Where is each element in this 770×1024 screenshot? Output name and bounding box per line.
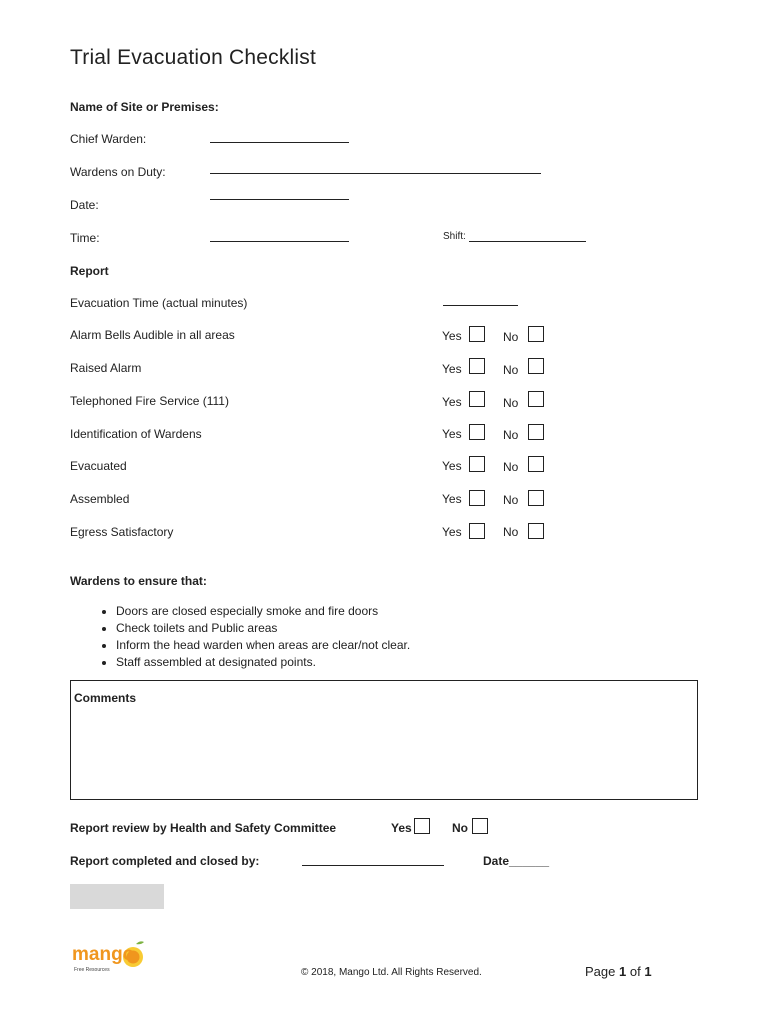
yes-label: Yes <box>442 329 462 343</box>
no-checkbox[interactable] <box>528 424 544 440</box>
no-label: No <box>503 428 519 442</box>
wardens-on-duty-line[interactable] <box>210 173 541 174</box>
no-label: No <box>503 363 519 377</box>
date-label: Date: <box>70 198 99 212</box>
list-item: • Staff assembled at designated points. <box>116 654 410 671</box>
shift-line[interactable] <box>469 241 586 242</box>
page-number <box>585 964 652 979</box>
yes-checkbox[interactable] <box>469 326 485 342</box>
no-checkbox[interactable] <box>528 523 544 539</box>
review-label: Report review by Health and Safety Committee <box>70 821 337 835</box>
closed-by-line[interactable] <box>302 865 444 866</box>
wardens-heading: Wardens to ensure that: <box>70 574 207 588</box>
yes-checkbox[interactable] <box>469 358 485 374</box>
no-checkbox[interactable] <box>528 456 544 472</box>
grey-block <box>70 884 164 909</box>
of-word: of <box>629 964 641 979</box>
yes-checkbox[interactable] <box>469 490 485 506</box>
evacuation-time-line[interactable] <box>443 305 518 306</box>
closed-date-label: Date______ <box>483 854 550 868</box>
report-item-label: Assembled <box>70 492 130 506</box>
no-label: No <box>503 493 519 507</box>
site-label: Name of Site or Premises: <box>70 100 219 114</box>
copyright: © 2018, Mango Ltd. All Rights Reserved. <box>301 967 482 978</box>
wardens-bullet-list <box>92 603 410 671</box>
date-line[interactable] <box>210 199 349 200</box>
review-yes-label: Yes <box>391 821 412 835</box>
no-label: No <box>503 330 519 344</box>
page-current: 1 <box>619 964 627 979</box>
yes-label: Yes <box>442 362 462 376</box>
closed-by-label: Report completed and closed by: <box>70 854 260 868</box>
no-label: No <box>503 460 519 474</box>
list-item: • Doors are closed especially smoke and fire doors <box>116 603 410 620</box>
list-item: • Inform the head warden when areas are clear/not clear. <box>116 637 410 654</box>
shift-label: Shift: <box>443 231 466 242</box>
report-item-label: Raised Alarm <box>70 361 142 375</box>
no-checkbox[interactable] <box>528 358 544 374</box>
no-label: No <box>503 525 519 539</box>
yes-checkbox[interactable] <box>469 391 485 407</box>
review-no-checkbox[interactable] <box>472 818 488 834</box>
no-label: No <box>503 396 519 410</box>
mango-logo-icon <box>72 938 162 978</box>
no-checkbox[interactable] <box>528 490 544 506</box>
no-checkbox[interactable] <box>528 391 544 407</box>
evacuation-time-label: Evacuation Time (actual minutes) <box>70 296 248 310</box>
time-line[interactable] <box>210 241 349 242</box>
wardens-on-duty-label: Wardens on Duty: <box>70 165 166 179</box>
comments-box[interactable] <box>70 680 698 800</box>
page-total: 1 <box>644 964 652 979</box>
yes-label: Yes <box>442 525 462 539</box>
review-yes-checkbox[interactable] <box>414 818 430 834</box>
time-label: Time: <box>70 231 100 245</box>
report-item-label: Identification of Wardens <box>70 427 202 441</box>
yes-label: Yes <box>442 459 462 473</box>
yes-checkbox[interactable] <box>469 424 485 440</box>
no-checkbox[interactable] <box>528 326 544 342</box>
review-no-label: No <box>452 821 468 835</box>
logo-sub-text: Free Resources <box>74 967 110 973</box>
report-item-label: Egress Satisfactory <box>70 525 174 539</box>
yes-label: Yes <box>442 395 462 409</box>
yes-checkbox[interactable] <box>469 523 485 539</box>
chief-warden-label: Chief Warden: <box>70 132 147 146</box>
report-item-label: Evacuated <box>70 459 127 473</box>
report-item-label: Telephoned Fire Service (111) <box>70 394 229 408</box>
list-item: • Check toilets and Public areas <box>116 620 410 637</box>
yes-checkbox[interactable] <box>469 456 485 472</box>
chief-warden-line[interactable] <box>210 142 349 143</box>
report-item-label: Alarm Bells Audible in all areas <box>70 328 235 342</box>
page-word: Page <box>585 964 616 979</box>
page-title: Trial Evacuation Checklist <box>70 46 317 69</box>
yes-label: Yes <box>442 492 462 506</box>
mango-logo <box>72 938 162 978</box>
report-heading: Report <box>70 264 109 278</box>
comments-label: Comments <box>74 691 137 705</box>
logo-text: mango <box>72 944 135 965</box>
yes-label: Yes <box>442 427 462 441</box>
